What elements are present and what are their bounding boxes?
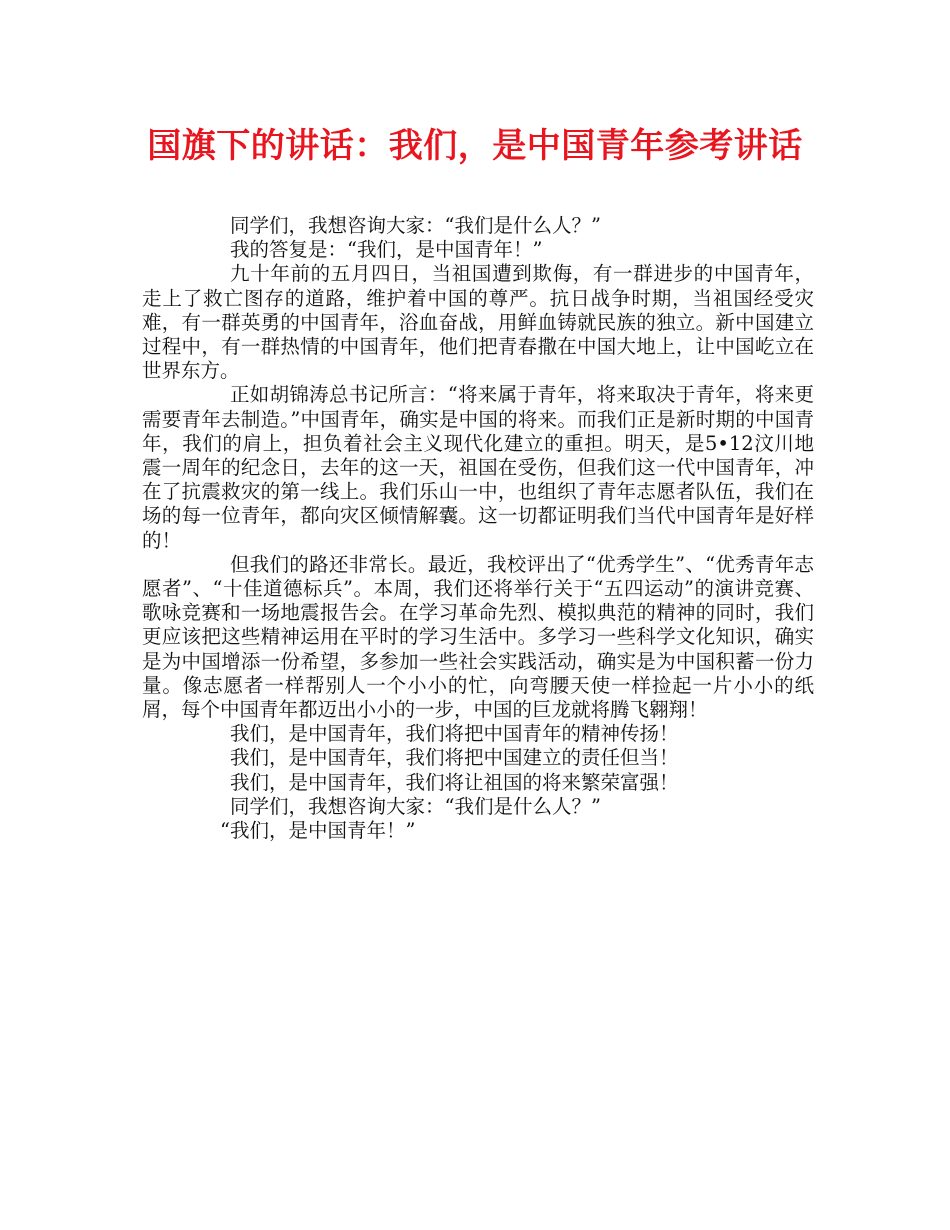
paragraph: “我们，是中国青年！” <box>220 819 416 843</box>
document-body <box>142 214 814 843</box>
paragraph: 九十年前的五月四日，当祖国遭到欺侮，有一群进步的中国青年，走上了救亡图存的道路，维护着中国的尊严。抗日战争时期，当祖国经受灾难，有一群英勇的中国青年，浴血奋战，用鲜血铸就民族的独立。新中国建立过程中，有一群热情的中国青年，他们把青春撒在中国大地上，让中国屹立在世界东方。 <box>142 262 814 383</box>
paragraph: 同学们，我想咨询大家：“我们是什么人？” <box>230 214 601 237</box>
paragraph: 但我们的路还非常长。最近，我校评出了“优秀学生”、“优秀青年志愿者”、“十佳道德标兵”。本周，我们还将举行关于“五四运动”的演讲竞赛、歌咏竞赛和一场地震报告会。在学习革命先烈、模拟典范的精神的同时，我们更应该把这些精神运用在平时的学习生活中。多学习一些科学文化知识，确实是为中国增添一份希望，多参加一些社会实践活动，确实是为中国积蓄一份力量。像志愿者一样帮别人一个小小的忙，向弯腰天使一样捡起一片小小的纸屑，每个中国青年都迈出小小的一步，中国的巨龙就将腾飞翱翔！ <box>142 552 814 722</box>
paragraph: 正如胡锦涛总书记所言：“将来属于青年，将来取决于青年，将来更需要青年去制造。”中国青年，确实是中国的将来。而我们正是新时期的中国青年，我们的肩上，担负着社会主义现代化建立的重担。明天，是5•12汶川地震一周年的纪念日，去年的这一天，祖国在受伤，但我们这一代中国青年，冲在了抗震救灾的第一线上。我们乐山一中，也组织了青年志愿者队伍，我们在场的每一位青年，都向灾区倾情解囊。这一切都证明我们当代中国青年是好样的！ <box>142 383 814 552</box>
paragraph: 同学们，我想咨询大家：“我们是什么人？” <box>230 794 601 818</box>
paragraph: 我的答复是：“我们，是中国青年！” <box>230 238 543 262</box>
paragraph: 我们，是中国青年，我们将把中国青年的精神传扬！ <box>230 722 679 746</box>
paragraph: 我们，是中国青年，我们将把中国建立的责任但当！ <box>230 746 679 770</box>
document-title: 国旗下的讲话：我们，是中国青年参考讲话 <box>147 126 803 166</box>
paragraph: 我们，是中国青年，我们将让祖国的将来繁荣富强！ <box>230 770 679 794</box>
